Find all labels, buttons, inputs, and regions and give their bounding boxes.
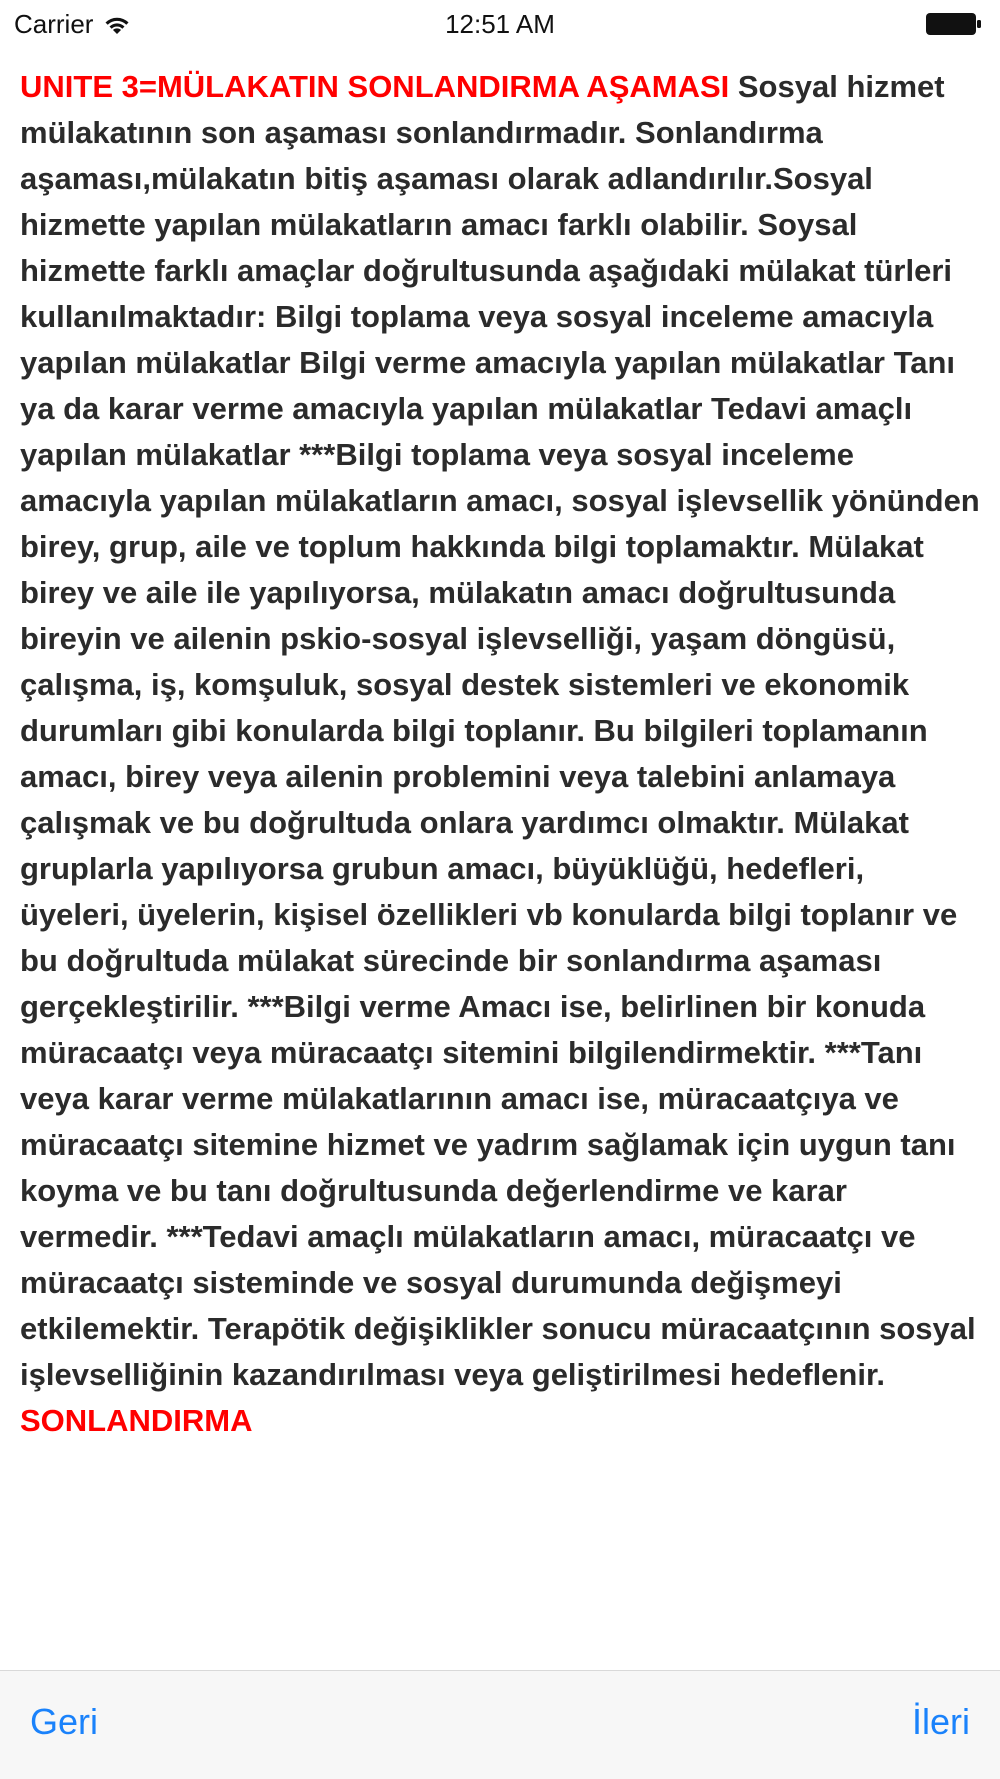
- back-button[interactable]: Geri: [30, 1701, 99, 1742]
- carrier-label: Carrier: [14, 9, 94, 39]
- article-heading: UNITE 3=MÜLAKATIN SONLANDIRMA AŞAMASI: [20, 69, 730, 104]
- article-scroll-view[interactable]: [20, 64, 980, 1670]
- battery-icon: [926, 13, 982, 35]
- status-time: 12:51 AM: [445, 9, 555, 39]
- article-text: [20, 64, 980, 1444]
- article-body: Sosyal hizmet mülakatının son aşaması sonlandırmadır. Sonlandırma aşaması,mülakatın bitiş aşaması olarak adlandırılır.Sosyal hizmette yapılan mülakatların amacı farklı olabilir. Soysal hizmette farklı amaçlar doğrultusunda aşağıdaki mülakat türleri kullanılmaktadır: Bilgi toplama veya sosyal inceleme amacıyla yapılan mülakatlar Bilgi verme amacıyla yapılan mülakatlar Tanı ya da karar verme amacıyla yapılan mülakatlar Tedavi amaçlı yapılan mülakatlar ***Bilgi toplama veya sosyal inceleme amacıyla yapılan mülakatların amacı, sosyal işlevsellik yönünden birey, grup, aile ve toplum hakkında bilgi toplamaktır. Mülakat birey ve aile ile yapılıyorsa, mülakatın amacı doğrultusunda bireyin ve ailenin pskio-sosyal işlevselliği, yaşam döngüsü, çalışma, iş, komşuluk, sosyal destek sistemleri ve ekonomik durumları gibi konularda bilgi toplanır. Bu bilgileri toplamanın amacı, birey veya ailenin problemini veya talebini anlamaya çalışmak ve bu doğrultuda onlara yardımcı olmaktır. Mülakat gruplarla yapılıyorsa grubun amacı, büyüklüğü, hedefleri, üyeleri, üyelerin, kişisel özellikleri vb konularda bilgi toplanır ve bu doğrultuda mülakat sürecinde bir sonlandırma aşaması gerçekleştirilir. ***Bilgi verme Amacı ise, belirlinen bir konuda müracaatçı veya müracaatçı sitemini bilgilendirmektir. ***Tanı veya karar verme mülakatlarının amacı ise, müracaatçıya ve müracaatçı sitemine hizmet ve yadrım sağlamak için uygun tanı koyma ve bu tanı doğrultusunda değerlendirme ve karar vermedir. ***Tedavi amaçlı mülakatların amacı, müracaatçı ve müracaatçı sisteminde ve sosyal durumunda değişmeyi etkilemektir. Terapötik değişiklikler sonucu müracaatçının sosyal işlevselliğinin kazandırılması veya geliştirilmesi hedeflenir.: [20, 69, 980, 1392]
- status-bar: [0, 0, 1000, 48]
- next-button[interactable]: İleri: [911, 1701, 970, 1742]
- next-section-heading: SONLANDIRMA: [20, 1403, 253, 1438]
- bottom-toolbar: [0, 1670, 1000, 1779]
